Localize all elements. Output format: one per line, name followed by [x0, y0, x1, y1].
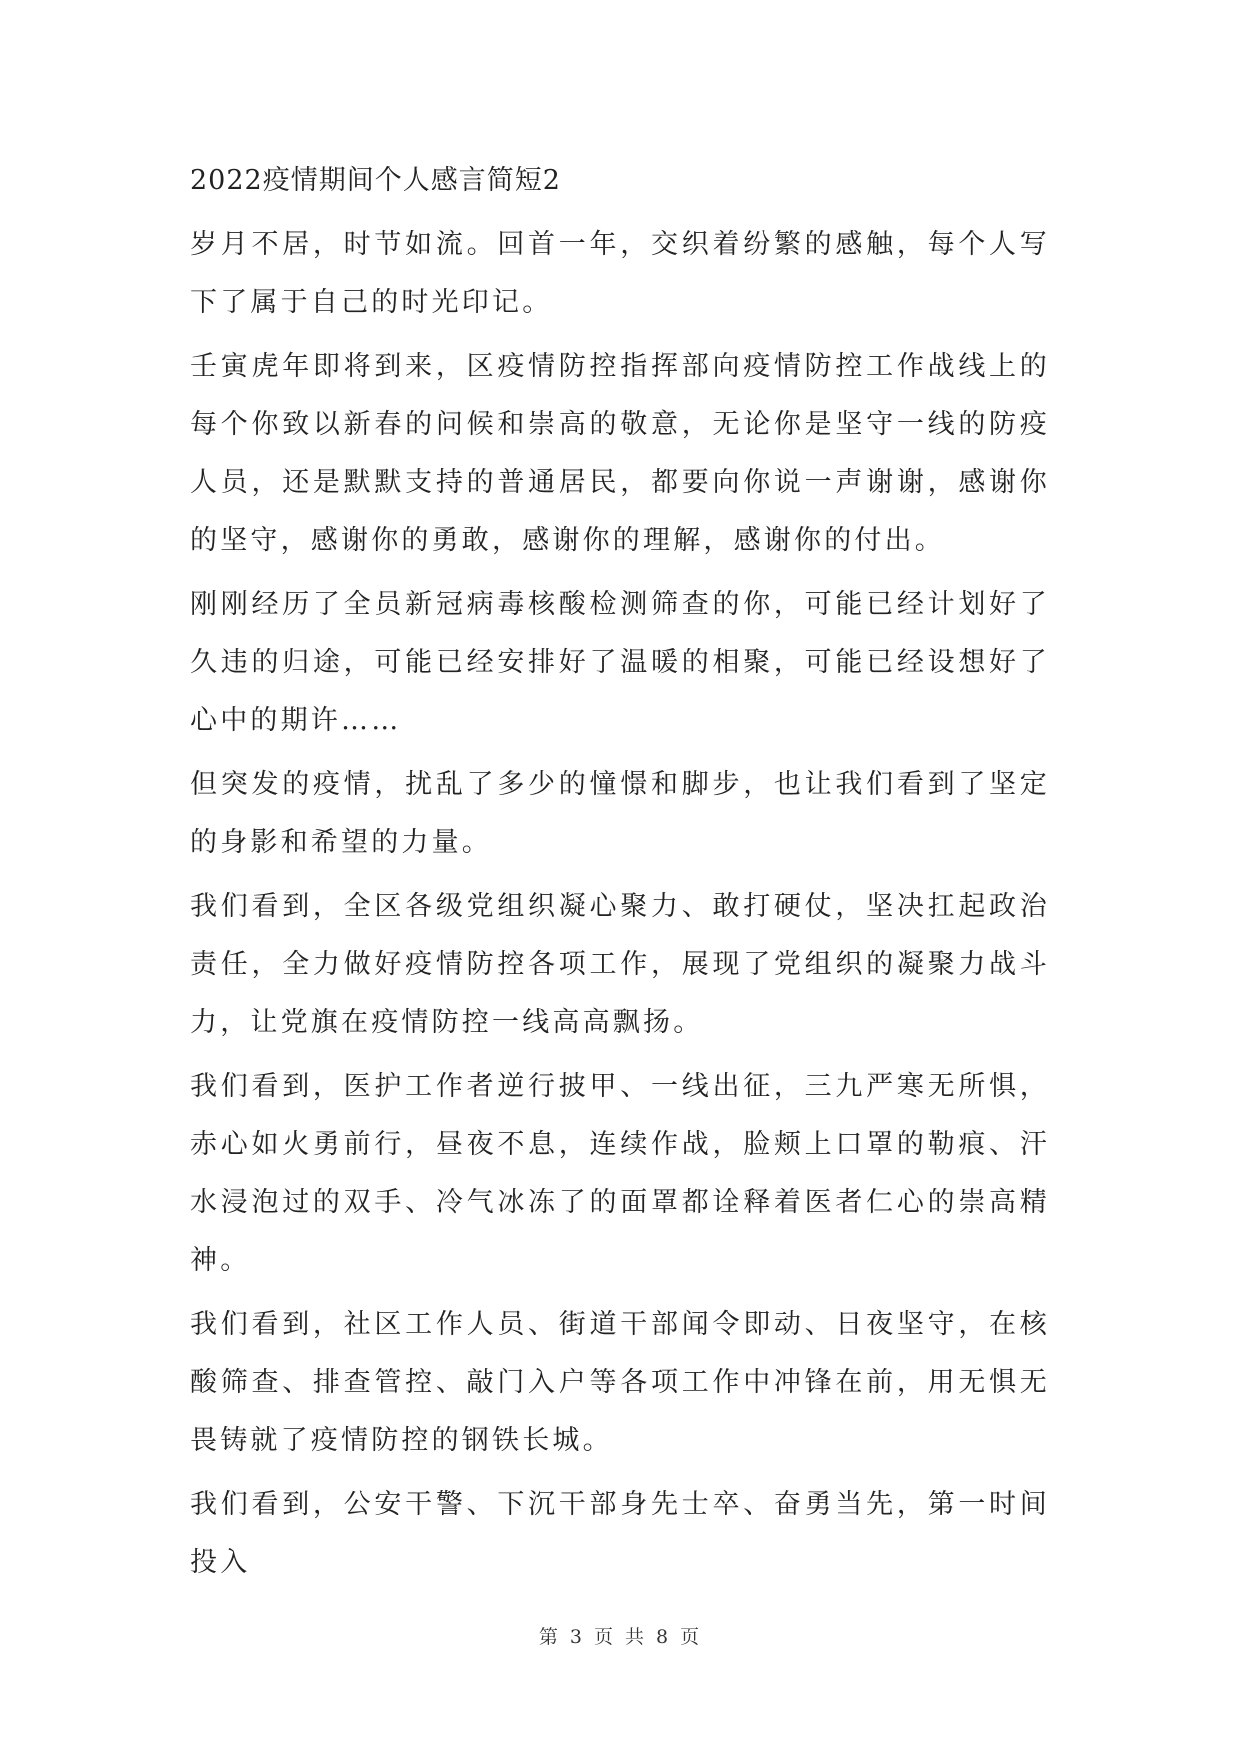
- paragraph-4: 但突发的疫情，扰乱了多少的憧憬和脚步，也让我们看到了坚定的身影和希望的力量。: [190, 769, 1050, 858]
- paragraph-3: 刚刚经历了全员新冠病毒核酸检测筛查的你，可能已经计划好了久违的归途，可能已经安排好了温暖的相聚，可能已经设想好了心中的期许……: [190, 589, 1050, 736]
- paragraph-6: 我们看到，医护工作者逆行披甲、一线出征，三九严寒无所惧，赤心如火勇前行，昼夜不息，连续作战，脸颊上口罩的勒痕、汗水浸泡过的双手、冷气冰冻了的面罩都诠释着医者仁心的崇高精神。: [190, 1071, 1050, 1276]
- paragraph-5: 我们看到，全区各级党组织凝心聚力、敢打硬仗，坚决扛起政治责任，全力做好疫情防控各项工作，展现了党组织的凝聚力战斗力，让党旗在疫情防控一线高高飘扬。: [190, 891, 1050, 1038]
- paragraph-8: 我们看到，公安干警、下沉干部身先士卒、奋勇当先，第一时间投入: [190, 1489, 1050, 1578]
- document-title: 2022疫情期间个人感言简短2: [190, 165, 561, 196]
- paragraph-1: 岁月不居，时节如流。回首一年，交织着纷繁的感触，每个人写下了属于自己的时光印记。: [190, 229, 1050, 318]
- paragraph-7: 我们看到，社区工作人员、街道干部闻令即动、日夜坚守，在核酸筛查、排查管控、敲门入户等各项工作中冲锋在前，用无惧无畏铸就了疫情防控的钢铁长城。: [190, 1309, 1050, 1456]
- document-body: [190, 158, 1050, 1598]
- paragraph-2: 壬寅虎年即将到来，区疫情防控指挥部向疫情防控工作战线上的每个你致以新春的问候和崇高的敬意，无论你是坚守一线的防疫人员，还是默默支持的普通居民，都要向你说一声谢谢，感谢你的坚守，感谢你的勇敢，感谢你的理解，感谢你的付出。: [190, 351, 1050, 556]
- page-number-footer: 第 3 页 共 8 页: [538, 1626, 703, 1648]
